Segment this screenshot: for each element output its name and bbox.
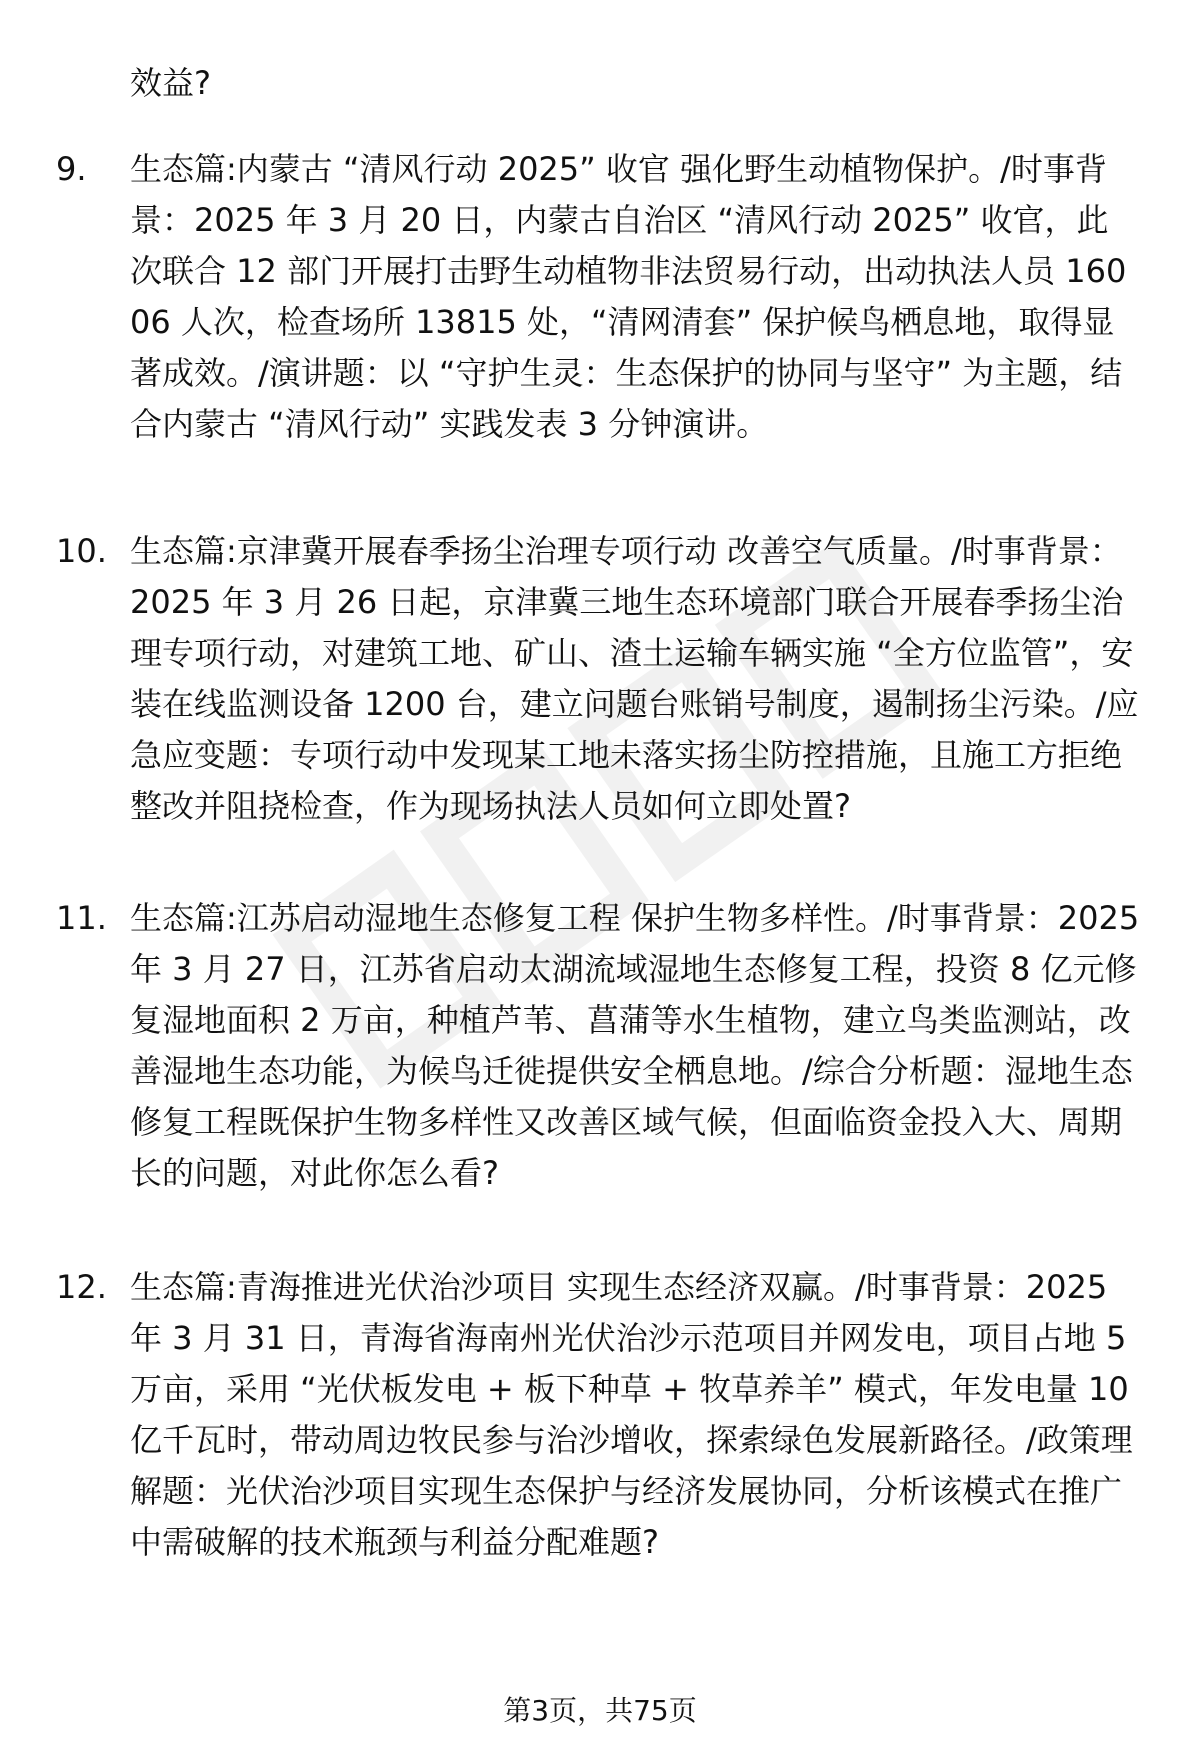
item-text: 生态篇:内蒙古 “清风行动 2025” 收官 强化野生动植物保护。/时事背景：2025 年 3 月 20 日，内蒙古自治区 “清风行动 2025” 收官，此次联合 12 部门开展打击野生动植物非法贸易行动，出动执法人员 16006 人次，检查场所 13815 处，“清网清套” 保护候鸟栖息地，取得显著成效。/演讲题：以 “守护生灵：生态保护的协同与坚守” 为主题，结合内蒙古 “清风行动” 实践发表 3 分钟演讲。 (130, 150, 1127, 443)
page-footer: 第3页，共75页 (503, 1694, 697, 1727)
item-number: 11. (56, 899, 107, 937)
question-item (56, 144, 1140, 450)
item-text: 生态篇:江苏启动湿地生态修复工程 保护生物多样性。/时事背景：2025 年 3 月 27 日，江苏省启动太湖流域湿地生态修复工程，投资 8 亿元修复湿地面积 2 万亩，种植芦苇、菖蒲等水生植物，建立鸟类监测站，改善湿地生态功能，为候鸟迁徙提供安全栖息地。/综合分析题：湿地生态修复工程既保护生物多样性又改善区域气候，但面临资金投入大、周期长的问题，对此你怎么看? (130, 899, 1140, 1192)
item-text: 生态篇:京津冀开展春季扬尘治理专项行动 改善空气质量。/时事背景：2025 年 3 月 26 日起，京津冀三地生态环境部门联合开展春季扬尘治理专项行动，对建筑工地、矿山、渣土运输车辆实施 “全方位监管”，安装在线监测设备 1200 台，建立问题台账销号制度，遏制扬尘污染。/应急应变题：专项行动中发现某工地未落实扬尘防控措施，且施工方拒绝整改并阻挠检查，作为现场执法人员如何立即处置? (130, 532, 1139, 825)
question-item (56, 526, 1140, 832)
item-number: 9. (56, 150, 87, 188)
continuation-text: 效益? (130, 64, 211, 102)
item-number: 12. (56, 1268, 107, 1306)
item-text: 生态篇:青海推进光伏治沙项目 实现生态经济双赢。/时事背景：2025 年 3 月 31 日，青海省海南州光伏治沙示范项目并网发电，项目占地 5 万亩，采用 “光伏板发电 + 板下种草 + 牧草养羊” 模式，年发电量 10 亿千瓦时，带动周边牧民参与治沙增收，探索绿色发展新路径。/政策理解题：光伏治沙项目实现生态保护与经济发展协同，分析该模式在推广中需破解的技术瓶颈与利益分配难题? (130, 1268, 1133, 1561)
question-item (56, 893, 1140, 1199)
question-item (56, 1262, 1140, 1568)
item-number: 10. (56, 532, 107, 570)
